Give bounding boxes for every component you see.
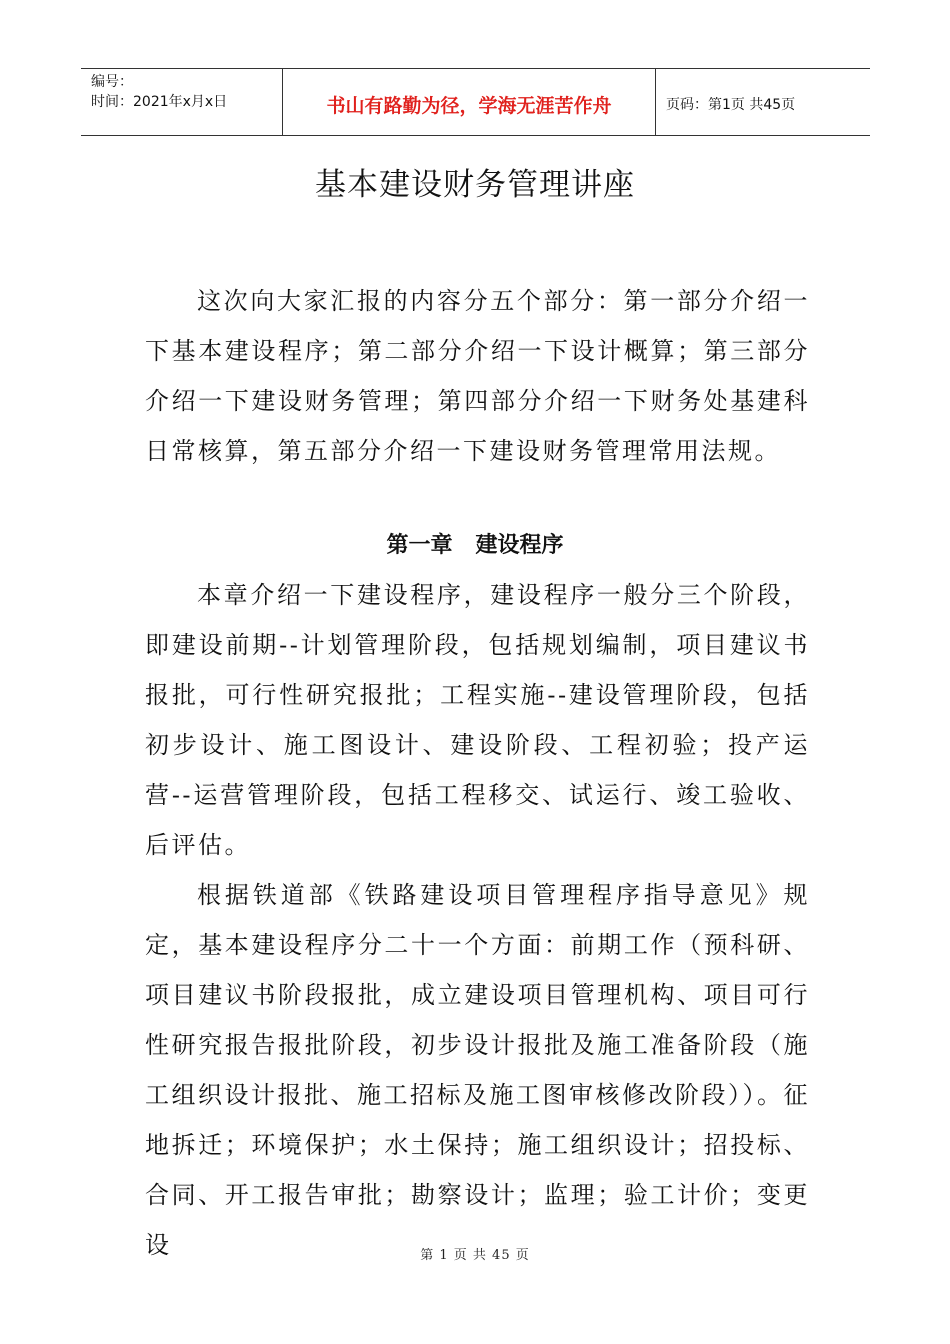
chapter-heading: 第一章 建设程序 bbox=[386, 533, 564, 558]
header-motto: 书山有路勤为径，学海无涯苦作舟 bbox=[283, 69, 656, 135]
document-title: 基本建设财务管理讲座 bbox=[315, 167, 635, 203]
intro-paragraph: 这次向大家汇报的内容分五个部分：第一部分介绍一下基本建设程序；第二部分介绍一下设计概算；第三部分介绍一下建设财务管理；第四部分介绍一下财务处基建科日常核算，第五部分介绍一下建设财务管理常用法规。 bbox=[145, 287, 810, 465]
paragraph-2: 根据铁道部《铁路建设项目管理程序指导意见》规定，基本建设程序分二十一个方面：前期工作（预科研、项目建议书阶段报批，成立建设项目管理机构、项目可行性研究报告报批阶段，初步设计报批及施工准备阶段（施工组织设计报批、施工招标及施工图审核修改阶段））。征地拆迁；环境保护；水土保持；施工组织设计；招投标、合同、开工报告审批；勘察设计；监理；验工计价；变更设 bbox=[145, 881, 810, 1259]
paragraph-1: 本章介绍一下建设程序，建设程序一般分三个阶段，即建设前期--计划管理阶段，包括规划编制，项目建议书报批，可行性研究报批；工程实施--建设管理阶段，包括初步设计、施工图设计、建设阶段、工程初验；投产运营--运营管理阶段，包括工程移交、试运行、竣工验收、后评估。 bbox=[145, 581, 810, 859]
date-label: 时间：2021年x月x日 bbox=[91, 94, 228, 110]
serial-number-label: 编号： bbox=[91, 74, 133, 90]
header-meta-cell bbox=[81, 69, 283, 135]
header-page-info: 页码：第1页 共45页 bbox=[666, 97, 796, 113]
header-table bbox=[81, 68, 870, 136]
page-footer: 第 1 页 共 45 页 bbox=[420, 1248, 530, 1263]
